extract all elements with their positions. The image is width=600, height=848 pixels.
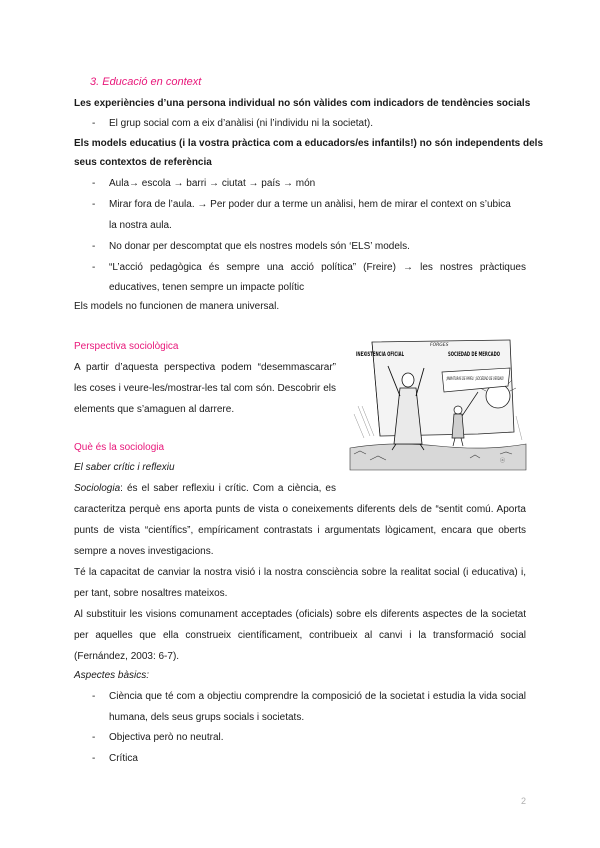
paragraph-line: (Fernández, 2003: 6-7). (74, 651, 180, 662)
bullet-text-continuation: educatives, tenen sempre un impacte polític (109, 282, 305, 293)
paragraph-bold-2-line-1: Els models educatius (i la vostra pràctica com a educadors/es infantils!) no són independents dels (74, 138, 544, 149)
bullet-text: Mirar fora de l’aula. → Per poder dur a terme un anàlisi, hem de mirar el context on s’ubica (109, 199, 511, 210)
definition-term: Sociologia (74, 483, 121, 494)
perspective-line: les coses i veure-les/mostrar-les tal com són. Descobrir els (74, 383, 336, 394)
bullet-dash: - (92, 753, 96, 764)
editorial-cartoon (350, 336, 526, 470)
bullet-dash: - (92, 691, 96, 702)
bullet-text-continuation: la nostra aula. (109, 220, 172, 231)
bullet-text: “L’acció pedagògica és sempre una acció política” (Freire) → les nostres pràctiques (109, 262, 526, 273)
cartoon-signature: FORGES (430, 343, 449, 348)
definition-line: caracteritza perquè ens aporta punts de vista o coneixements diferents dels de “sentit comú. Aporta (74, 504, 526, 515)
paragraph: Els models no funcionen de manera universal. (74, 301, 280, 312)
paragraph-line: per tant, sobre nosaltres mateixos. (74, 588, 228, 599)
definition-line: sempre a noves investigacions. (74, 546, 214, 557)
bullet-dash: - (92, 199, 96, 210)
subsection-heading: Perspectiva sociològica (74, 341, 179, 352)
bullet-dash: - (92, 178, 96, 189)
definition-text: : és el saber reflexiu i crític. Com a ciència, es (120, 483, 336, 494)
bullet-dash: - (92, 732, 96, 743)
paragraph-bold-2-line-2: seus contextos de referència (74, 157, 212, 168)
section-heading: 3. Educació en context (90, 76, 202, 88)
paragraph-line: Al substituir les visions comunament acceptades (oficials) sobre els diferents aspectes de la societat (74, 609, 526, 620)
bullet-dash: - (92, 262, 96, 273)
cartoon-title-left: INEXISTENCIA OFICIAL (356, 351, 405, 358)
paragraph-line: Té la capacitat de canviar la nostra visió i la nostra consciència sobre la realitat social (i educativa) i, (74, 567, 526, 578)
bullet-text: Aula→ escola → barri → ciutat → país → món (109, 178, 316, 189)
page-number: 2 (520, 796, 526, 806)
perspective-line: A partir d’aquesta perspectiva podem “desemmascarar” (74, 362, 336, 373)
bullet-dash: - (92, 241, 96, 252)
cartoon-sign-text: ¡MINIATURAS DE PAPEL! ¡SOCIEDAD DE VERDAD! (446, 376, 505, 381)
bullet-dash: - (92, 118, 96, 129)
definition-line: punts de vista “científics”, empíricament contrastats i argumentats lògicament, encara que oberts (74, 525, 526, 536)
bullet-text: Objectiva però no neutral. (109, 732, 224, 743)
paragraph-line: per aquelles que ella construeix científicament, contribueix al canvi i la transformació social (74, 630, 526, 641)
cartoon-illustration (350, 336, 526, 470)
bullet-text-continuation: humana, dels seus grups socials i societats. (109, 712, 305, 723)
bullet-text: Ciència que té com a objectiu comprendre la composició de la societat i estudia la vida social (109, 691, 526, 702)
definition-line-1 (74, 482, 336, 496)
bullet-text: No donar per descomptat que els nostres models són ‘ELS’ models. (109, 241, 410, 252)
subsection-heading: Què és la sociologia (74, 442, 165, 453)
bullet-text: El grup social com a eix d’anàlisi (ni l’individu ni la societat). (109, 118, 374, 129)
cartoon-title-right: SOCIEDAD DE MERCADO (448, 351, 500, 358)
aspects-heading: Aspectes bàsics: (74, 670, 150, 681)
paragraph-bold-1: Les experiències d’una persona individual no són vàlides com indicadors de tendències socials (74, 98, 531, 109)
perspective-line: elements que s’amaguen al darrere. (74, 404, 235, 415)
bullet-text: Crítica (109, 753, 138, 764)
subsection-subheading: El saber crític i reflexiu (74, 462, 175, 473)
cartoon-ground-mark: ⓐ (500, 458, 506, 464)
